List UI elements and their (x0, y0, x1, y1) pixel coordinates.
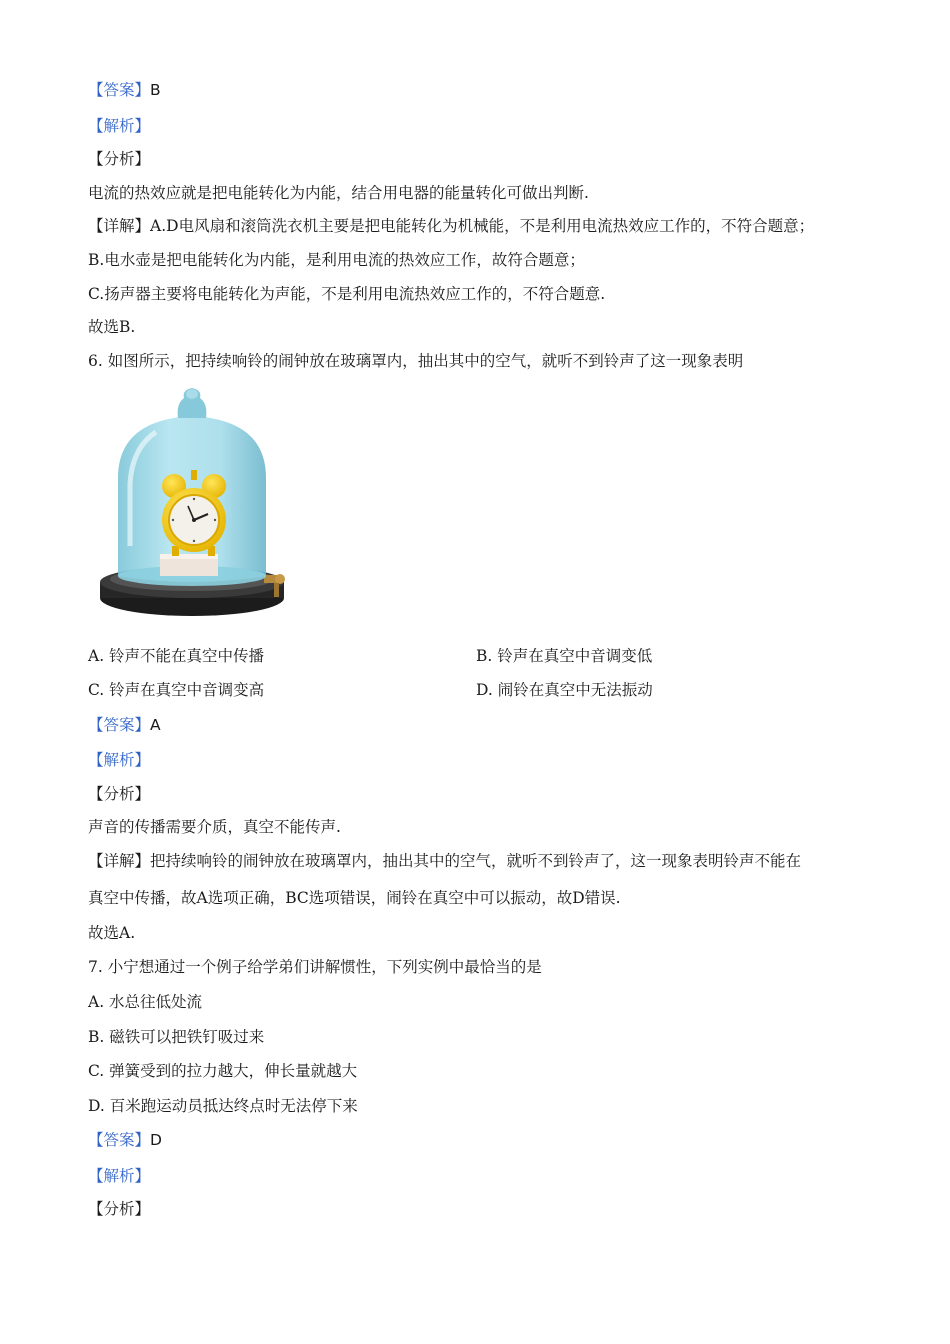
option-d: D. 百米跑运动员抵达终点时无法停下来 (88, 1097, 358, 1115)
option-a: A. 水总往低处流 (88, 993, 203, 1011)
question-stem: 6. 如图所示，把持续响铃的闹钟放在玻璃罩内，抽出其中的空气，就听不到铃声了这一现象表明 (88, 352, 744, 370)
xiangjie-text: A.D电风扇和滚筒洗衣机主要是把电能转化为机械能，不是利用电流热效应工作的，不符合题意； (150, 217, 815, 235)
q6-answer-line (88, 714, 161, 736)
conclusion: 故选B. (88, 318, 136, 336)
xiangjie-line (88, 215, 814, 237)
q7-answer-line (88, 1129, 162, 1151)
jiexi-tag: 【解析】 (88, 117, 151, 135)
option-b: B. 磁铁可以把铁钉吸过来 (88, 1028, 265, 1046)
bell-jar-alarm-clock-image (96, 386, 292, 624)
option-d: D. 闹铃在真空中无法振动 (476, 681, 653, 699)
fenxi-tag: 【分析】 (88, 785, 151, 803)
option-b: B. 铃声在真空中音调变低 (476, 647, 653, 665)
xiangjie-text: C.扬声器主要将电能转化为声能，不是利用电流热效应工作的，不符合题意. (88, 285, 606, 303)
jiexi-tag: 【解析】 (88, 751, 151, 769)
fenxi-tag: 【分析】 (88, 150, 151, 168)
fenxi-text: 电流的热效应就是把电能转化为内能，结合用电器的能量转化可做出判断. (88, 184, 589, 202)
fenxi-tag: 【分析】 (88, 1200, 151, 1218)
q5-answer-line (88, 79, 161, 101)
xiangjie-text: B.电水壶是把电能转化为内能，是利用电流的热效应工作，故符合题意； (88, 251, 585, 269)
answer-tag: 【答案】 (88, 716, 151, 734)
answer-tag: 【答案】 (88, 1131, 151, 1149)
xiangjie-line (88, 850, 801, 872)
conclusion: 故选A. (88, 924, 136, 942)
option-a: A. 铃声不能在真空中传播 (88, 647, 265, 665)
answer-value: D (150, 1131, 162, 1149)
xiangjie-text: 真空中传播，故A选项正确，BC选项错误，闹铃在真空中可以振动，故D错误. (88, 889, 621, 907)
answer-tag: 【答案】 (88, 81, 151, 99)
answer-value: A (150, 716, 161, 734)
xiangjie-tag: 【详解】 (88, 217, 151, 235)
xiangjie-text: 把持续响铃的闹钟放在玻璃罩内，抽出其中的空气，就听不到铃声了，这一现象表明铃声不能在 (150, 852, 802, 870)
question-stem: 7. 小宁想通过一个例子给学弟们讲解惯性，下列实例中最恰当的是 (88, 958, 542, 976)
option-c: C. 铃声在真空中音调变高 (88, 681, 265, 699)
answer-value: B (150, 81, 161, 99)
option-c: C. 弹簧受到的拉力越大，伸长量就越大 (88, 1062, 358, 1080)
jiexi-tag: 【解析】 (88, 1167, 151, 1185)
fenxi-text: 声音的传播需要介质，真空不能传声. (88, 818, 341, 836)
xiangjie-tag: 【详解】 (88, 852, 151, 870)
